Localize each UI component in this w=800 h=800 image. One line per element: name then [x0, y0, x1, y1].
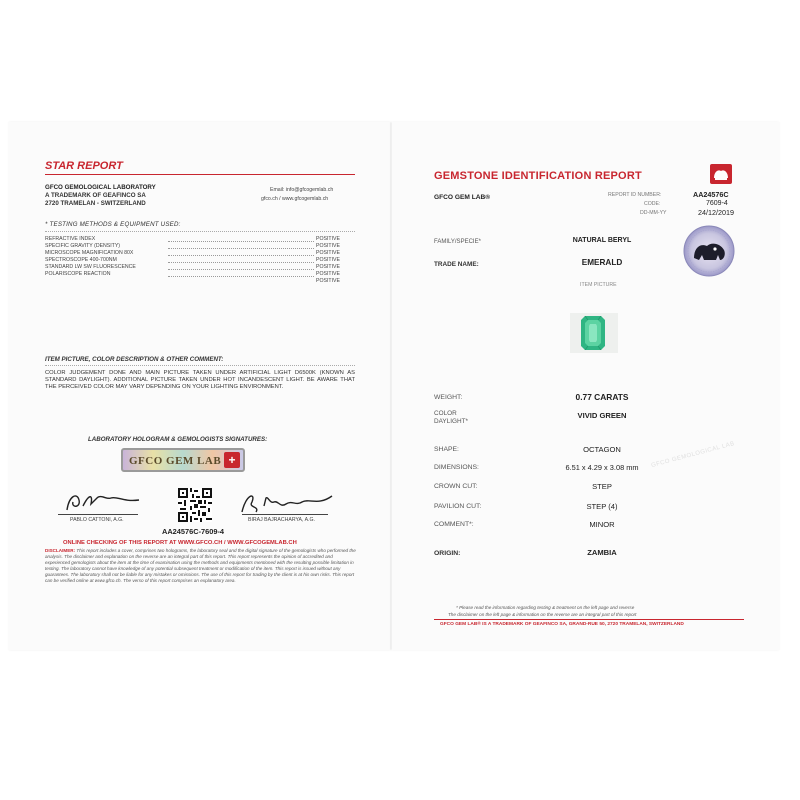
weight-label: WEIGHT: — [434, 394, 463, 401]
report-id-value: AA24576C — [693, 190, 729, 199]
signature-2 — [236, 490, 336, 516]
signer-1-name: PABLO CATTONI, A.G. — [70, 517, 124, 523]
shape-label: SHAPE: — [434, 446, 459, 453]
test-result: POSITIVE — [316, 257, 340, 263]
hologram-text: GFCO GEM LAB — [129, 455, 222, 467]
test-name: POLARISCOPE REACTION — [45, 271, 111, 277]
pavilion-cut-value: STEP (4) — [586, 502, 618, 511]
test-result: POSITIVE — [316, 236, 340, 242]
test-result: POSITIVE — [316, 250, 340, 256]
disclaimer — [45, 548, 357, 585]
test-leader — [168, 238, 314, 242]
comment-text: COLOR JUDGEMENT DONE AND MAIN PICTURE TAKEN UNDER ARTIFICIAL LIGHT D6500K (KNOWN AS STANDARD DAYLIGHT). ADDITIONAL PICTURE TAKEN UNDER HOT INCANDESCENT LIGHT. BE AWARE THAT THE PERCEIVED COLOR MAY VARY DEPENDING ON YOUR LIGHTING ENVIRONMENT. — [45, 370, 355, 391]
disclaimer-text: This report includes a cover, comprises two holograms, the laboratory seal and the digital signature of the gemologists who performed the analysis. The disclaimer and explanation on the reverse are an integral part of this report. This report represents the opinion of accredited and experienced gemologists about the item at the time of examination using the methods and equipments mentioned with the resulting possible limitation in testing. The laboratory cannot have knowledge of any potential subsequent treatment or modification of the item. This report is issued without any guarantees. The laboratory shall not be liable for any mistakes or omissions. The use of this report for trading by the client is at his own risks. This report can be verified online at www.gfco.ch. The verso of this report comprises an explanatory area. — [45, 548, 356, 584]
lab-short-name: GFCO GEM LAB® — [434, 194, 491, 201]
test-name: STANDARD LW SW FLUORESCENCE — [45, 264, 136, 270]
code-value: 7609-4 — [706, 200, 728, 207]
trade-name-value: EMERALD — [581, 258, 623, 267]
footer-rule — [434, 619, 744, 620]
report-date: 24/12/2019 — [698, 208, 734, 217]
watermark: GFCO GEMOLOGICAL LAB — [650, 440, 736, 470]
test-result: POSITIVE — [316, 243, 340, 249]
lab-address: 2720 TRAMELAN - SWITZERLAND — [45, 200, 146, 207]
testing-heading: * TESTING METHODS & EQUIPMENT USED: — [45, 221, 181, 228]
color-label: COLOR — [434, 410, 457, 417]
lab-logo-icon — [710, 164, 732, 184]
qr-code-icon[interactable] — [178, 488, 212, 522]
test-leader — [168, 252, 314, 256]
lab-name: GFCO GEMOLOGICAL LABORATORY — [45, 184, 156, 191]
lab-website: gfco.ch / www.gfcogemlab.ch — [261, 196, 329, 202]
comment-rule — [45, 365, 355, 366]
hologram-seal-icon — [682, 224, 736, 278]
footnote-2: The disclaimer on the left page & information on the reverse are an integral part of this report — [448, 612, 637, 617]
crown-cut-label: CROWN CUT: — [434, 483, 478, 490]
test-name: SPECIFIC GRAVITY (DENSITY) — [45, 243, 121, 249]
online-check-text: ONLINE CHECKING OF THIS REPORT AT WWW.GFCO.CH / WWW.GFCOGEMLAB.CH — [63, 540, 297, 546]
family-label: FAMILY/SPECIE* — [434, 239, 481, 245]
testing-rule — [45, 231, 355, 232]
signer-2-name: BIRAJ BAJRACHARYA, A.G. — [248, 517, 315, 523]
star-report-title: STAR REPORT — [45, 160, 123, 172]
signature-1-line — [58, 514, 138, 515]
test-name: REFRACTIVE INDEX — [45, 236, 96, 242]
comment-label: COMMENT*: — [434, 521, 474, 528]
report-id-label: REPORT ID NUMBER: — [608, 192, 662, 198]
test-result: POSITIVE — [316, 278, 340, 284]
family-value: NATURAL BERYL — [572, 237, 632, 244]
test-name: MICROSCOPE MAGNIFICATION 80X — [45, 250, 134, 256]
emerald-photo — [570, 313, 618, 353]
test-result: POSITIVE — [316, 271, 340, 277]
left-page — [8, 122, 390, 650]
item-picture-label: ITEM PICTURE — [580, 282, 617, 288]
pavilion-cut-label: PAVILION CUT: — [434, 503, 482, 510]
test-leader — [168, 245, 314, 249]
test-leader — [168, 259, 314, 263]
shape-value: OCTAGON — [583, 445, 621, 454]
origin-label: ORIGIN: — [434, 550, 461, 557]
code-label: CODE: — [644, 201, 661, 207]
hologram-heading: LABORATORY HOLOGRAM & GEMOLOGISTS SIGNATURES: — [88, 436, 268, 443]
test-leader — [168, 266, 314, 270]
signature-2-line — [242, 514, 328, 515]
test-leader — [168, 273, 314, 277]
right-page — [392, 122, 780, 650]
title-rule — [45, 174, 355, 175]
signature-1 — [63, 490, 143, 516]
daylight-label: DAYLIGHT* — [434, 418, 468, 425]
comment-value: MINOR — [589, 520, 615, 529]
emerald-gem-icon — [581, 316, 605, 350]
report-code: AA24576C-7609-4 — [162, 527, 225, 536]
origin-value: ZAMBIA — [587, 548, 617, 557]
lab-trademark: A TRADEMARK OF GEAFINCO SA — [45, 192, 146, 199]
test-result: POSITIVE — [316, 264, 340, 270]
comment-heading: ITEM PICTURE, COLOR DESCRIPTION & OTHER COMMENT: — [45, 356, 224, 363]
swiss-cross-icon: + — [224, 452, 240, 468]
trade-name-label: TRADE NAME: — [434, 261, 479, 268]
color-value: VIVID GREEN — [577, 411, 627, 420]
weight-value: 0.77 CARATS — [575, 392, 629, 402]
disclaimer-label: DISCLAIMER: — [45, 548, 76, 553]
hologram-sticker — [121, 448, 245, 472]
lab-email: Email: info@gfcogemlab.ch — [270, 187, 334, 193]
date-format-label: DD-MM-YY — [640, 210, 667, 216]
dimensions-value: 6.51 x 4.29 x 3.08 mm — [565, 463, 639, 472]
footnote-1: * Please read the information regarding testing & treatment on the left page and reverse — [456, 605, 635, 610]
dimensions-label: DIMENSIONS: — [434, 464, 479, 471]
footer-text: GFCO GEM LAB® IS A TRADEMARK OF GEAFINCO SA, GRAND-RUE 50, 2720 TRAMELAN, SWITZERLAND — [440, 622, 684, 627]
gemstone-report-title: GEMSTONE IDENTIFICATION REPORT — [434, 170, 642, 182]
crown-cut-value: STEP — [592, 482, 612, 491]
test-name: SPECTROSCOPE 400-700NM — [45, 257, 117, 263]
